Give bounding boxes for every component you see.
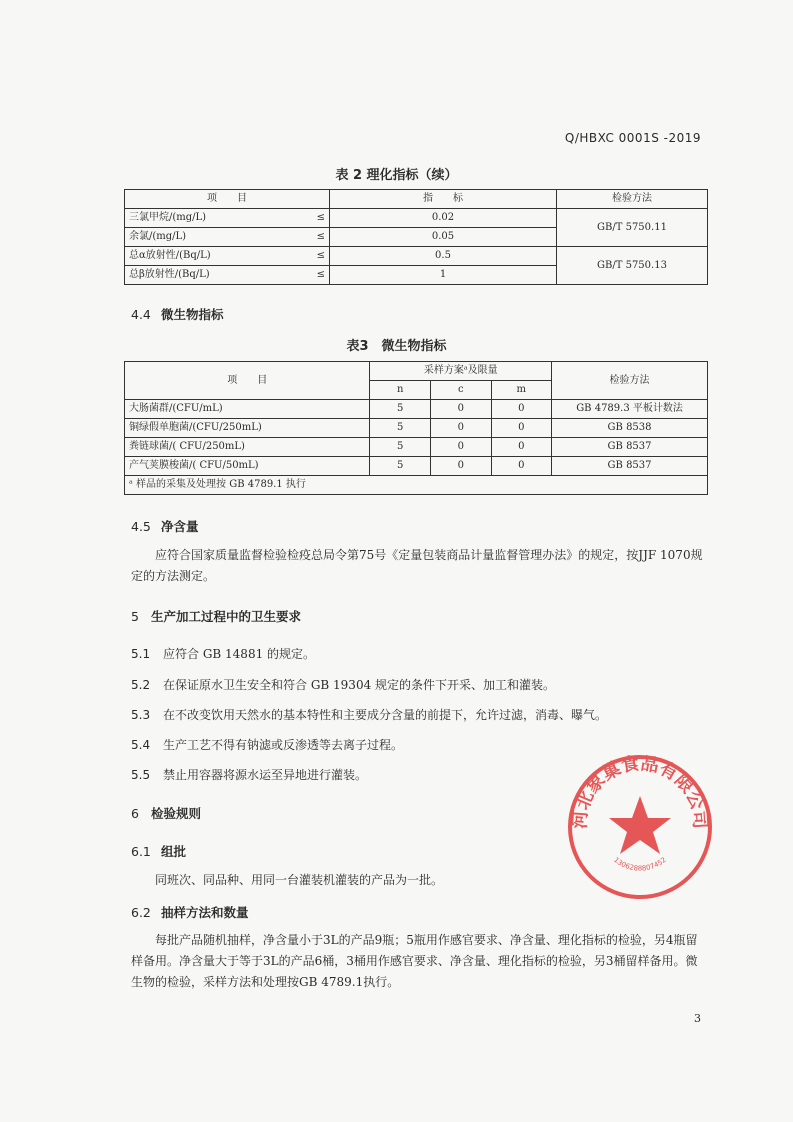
star-icon	[609, 796, 671, 854]
table3	[124, 361, 708, 495]
table2	[124, 189, 708, 285]
c-cell: 0	[430, 400, 491, 419]
th-item: 项 目	[125, 190, 330, 209]
value-cell: 1	[330, 266, 557, 285]
table-footnote: ᵃ 样品的采集及处理按 GB 4789.1 执行	[125, 476, 708, 495]
company-seal-stamp	[565, 752, 715, 902]
stamp-code: 1306288807452	[612, 855, 668, 873]
th-n: n	[370, 381, 431, 400]
th-m: m	[491, 381, 552, 400]
list-item: 5.1 应符合 GB 14881 的规定。	[131, 647, 316, 661]
section-6-1-heading: 6.1 组批	[131, 844, 187, 859]
list-item: 5.4 生产工艺不得有钠滤或反渗透等去离子过程。	[131, 738, 404, 752]
value-cell: 0.05	[330, 228, 557, 247]
table-row	[125, 438, 708, 457]
th-method: 检验方法	[552, 362, 708, 400]
th-sampling: 采样方案ᵃ及限量	[370, 362, 552, 381]
item-cell: 总β放射性/(Bq/L) ≤	[125, 266, 330, 285]
section-6-2-text: 每批产品随机抽样，净含量小于3L的产品9瓶；5瓶用作感官要求、净含量、理化指标的检验，另4瓶留样备用。净含量大于等于3L的产品6桶，3桶用作感官要求、净含量、理化指标的检验，另3桶留样备用。微生物的检验，采样方法和处理按GB 4789.1执行。	[131, 933, 698, 989]
c-cell: 0	[430, 419, 491, 438]
doc-code: Q/HBXC 0001S -2019	[564, 131, 701, 145]
m-cell: 0	[491, 400, 552, 419]
c-cell: 0	[430, 438, 491, 457]
item-cell: 总α放射性/(Bq/L) ≤	[125, 247, 330, 266]
list-item: 5.2 在保证原水卫生安全和符合 GB 19304 规定的条件下开采、加工和灌装。	[131, 678, 556, 692]
page-number: 3	[694, 1012, 701, 1025]
section-4-5-text: 应符合国家质量监督检验检疫总局令第75号《定量包装商品计量监督管理办法》的规定，按JJF 1070规定的方法测定。	[131, 548, 703, 583]
item-cell: 三氯甲烷/(mg/L) ≤	[125, 209, 330, 228]
m-cell: 0	[491, 457, 552, 476]
section-6-2-heading: 6.2 抽样方法和数量	[131, 905, 249, 920]
method-cell: GB 8537	[552, 457, 708, 476]
list-item: 5.5 禁止用容器将源水运至异地进行灌装。	[131, 768, 368, 782]
section-5-heading: 5 生产加工过程中的卫生要求	[131, 609, 302, 624]
m-cell: 0	[491, 438, 552, 457]
method-cell: GB/T 5750.11	[557, 209, 708, 247]
method-cell: GB 8538	[552, 419, 708, 438]
th-c: c	[430, 381, 491, 400]
table2-caption: 表 2 理化指标（续）	[335, 168, 458, 183]
n-cell: 5	[370, 457, 431, 476]
table-footnote-row	[125, 476, 708, 495]
section-6-heading: 6 检验规则	[131, 806, 202, 821]
list-item: 5.3 在不改变饮用天然水的基本特性和主要成分含量的前提下，允许过滤，消毒、曝气。	[131, 708, 608, 722]
table3-caption: 表3 微生物指标	[346, 339, 447, 354]
th-item: 项 目	[125, 362, 370, 400]
item-cell: 大肠菌群/(CFU/mL)	[125, 400, 370, 419]
method-cell: GB/T 5750.13	[557, 247, 708, 285]
table-row	[125, 400, 708, 419]
item-cell: 余氯/(mg/L) ≤	[125, 228, 330, 247]
item-cell: 铜绿假单胞菌/(CFU/250mL)	[125, 419, 370, 438]
th-method: 检验方法	[557, 190, 708, 209]
table-row	[125, 247, 708, 266]
item-cell: 粪链球菌/( CFU/250mL)	[125, 438, 370, 457]
table-row	[125, 457, 708, 476]
n-cell: 5	[370, 438, 431, 457]
method-cell: GB 4789.3 平板计数法	[552, 400, 708, 419]
section-4-4-heading: 4.4 微生物指标	[131, 307, 224, 322]
stamp-company-name: 河北象巢食品有限公司	[569, 753, 711, 830]
value-cell: 0.5	[330, 247, 557, 266]
table-row	[125, 419, 708, 438]
n-cell: 5	[370, 419, 431, 438]
item-cell: 产气荚膜梭菌/( CFU/50mL)	[125, 457, 370, 476]
section-4-5-heading: 4.5 净含量	[131, 519, 199, 534]
m-cell: 0	[491, 419, 552, 438]
n-cell: 5	[370, 400, 431, 419]
table-header-row	[125, 362, 708, 381]
table-row	[125, 209, 708, 228]
th-value: 指 标	[330, 190, 557, 209]
table-header-row	[125, 190, 708, 209]
value-cell: 0.02	[330, 209, 557, 228]
method-cell: GB 8537	[552, 438, 708, 457]
section-6-1-text: 同班次、同品种、用同一台灌装机灌装的产品为一批。	[155, 873, 444, 887]
c-cell: 0	[430, 457, 491, 476]
